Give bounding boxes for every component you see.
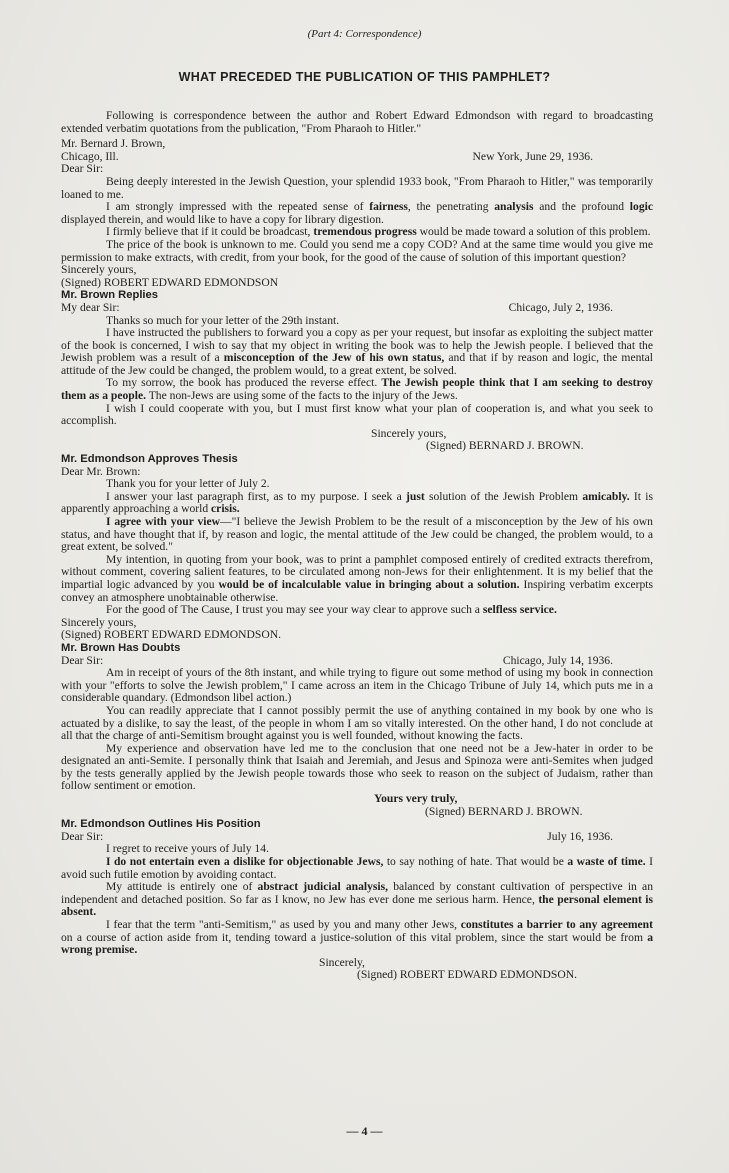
letter-3: [61, 453, 653, 642]
paragraph: My attitude is entirely one of abstract judicial analysis, balanced by constant cultivation of perspective in an independent and detached position. So far as I know, no Jew has ever done me serious harm. Hence, the personal element is absent.: [61, 880, 653, 919]
section-heading: Mr. Edmondson Outlines His Position: [61, 818, 261, 831]
signature: (Signed) ROBERT EDWARD EDMONDSON.: [61, 628, 282, 642]
section-heading: Mr. Brown Replies: [61, 289, 158, 302]
paragraph: Thank you for your letter of July 2.: [106, 477, 270, 491]
paragraph: For the good of The Cause, I trust you may see your way clear to approve such a selfless service.: [106, 603, 557, 617]
signature: (Signed) BERNARD J. BROWN.: [426, 439, 584, 453]
paragraph: I fear that the term "anti-Semitism," as used by you and many other Jews, constitutes a barrier to any agreement on a course of action aside from it, tending toward a justice-solution of this vital problem, since the start would be from a wrong premise.: [61, 918, 653, 957]
paragraph: I have instructed the publishers to forward you a copy as per your request, but insofar as exploiting the subject matter of the book is concerned, I wish to say that my object in writing the book was to help the Jewish people. I believed that the Jewish problem was a result of a misconception of the Jew of his own status, and that if by reason and logic, the mental attitude of the Jew could be changed, the problem would, to a great extent, be solved.: [61, 326, 653, 377]
correspondence-body: [61, 110, 653, 982]
letter-date: Chicago, July 14, 1936.: [502, 653, 613, 667]
letter-date: July 16, 1936.: [547, 829, 613, 843]
salutation: Dear Sir:: [61, 653, 104, 667]
closing: Sincerely yours,: [61, 263, 137, 277]
letter-date: New York, June 29, 1936.: [472, 149, 593, 163]
addressee-city: Chicago, Ill.: [61, 149, 119, 163]
letter-4: [61, 642, 653, 818]
closing: Sincerely yours,: [371, 426, 447, 440]
closing: Sincerely,: [319, 955, 365, 969]
signature: (Signed) ROBERT EDWARD EDMONDSON.: [357, 968, 578, 982]
page-number: — 4 —: [346, 1124, 383, 1138]
salutation: My dear Sir:: [61, 300, 120, 314]
paragraph: The price of the book is unknown to me. Could you send me a copy COD? And at the same time would you give me permission to make extracts, with credit, from your book, for the good of the cause of solution of this important question?: [61, 237, 653, 264]
closing: Sincerely yours,: [61, 615, 137, 629]
intro-paragraph: Following is correspondence between the author and Robert Edward Edmondson with regard to broadcasting extended verbatim quotations from the publication, "From Pharaoh to Hitler.": [61, 109, 653, 135]
page-title: WHAT PRECEDED THE PUBLICATION OF THIS PAMPHLET?: [178, 70, 551, 84]
paragraph: I wish I could cooperate with you, but I must first know what your plan of cooperation is, and what you seek to accomplish.: [61, 401, 653, 428]
salutation: Dear Sir:: [61, 162, 104, 176]
letter-2: [61, 289, 653, 453]
paragraph: My intention, in quoting from your book, was to print a pamphlet composed entirely of credited extracts therefrom, without comment, covering salient features, to be circulated among non-Jews for their enlightenment. It is my belief that the impartial logic advanced by you would be of incalculable value in bringing about a solution. Inspiring verbatim excerpts convey an atmosphere unobtainable otherwise.: [61, 552, 654, 604]
salutation: Dear Sir:: [61, 829, 104, 843]
section-heading: Mr. Edmondson Approves Thesis: [61, 453, 238, 466]
paragraph: I firmly believe that if it could be broadcast, tremendous progress would be made toward a solution of this problem.: [106, 225, 651, 239]
paragraph: I regret to receive yours of July 14.: [106, 842, 269, 856]
paragraph: Thanks so much for your letter of the 29th instant.: [106, 313, 340, 327]
letter-5: [61, 818, 653, 982]
paragraph: I do not entertain even a dislike for objectionable Jews, to say nothing of hate. That would be a waste of time. I avoid such futile emotion by avoiding contact.: [61, 855, 653, 881]
signature: (Signed) ROBERT EDWARD EDMONDSON: [61, 275, 279, 289]
paragraph: I answer your last paragraph first, as to my purpose. I seek a just solution of the Jewish Problem amicably. It is apparently approaching a world crisis.: [61, 489, 653, 516]
paragraph: My experience and observation have led me to the conclusion that one need not be a Jew-hater in order to be designated an anti-Semite. I personally think that Isaiah and Jeremiah, and Jesus and Spinoza were anti-Semites when judged by the tests generally applied by the Jewish people towards those who seek to reason on the subject of Judaism, rather than follow sentiment or emotion.: [61, 741, 653, 793]
addressee-name: Mr. Bernard J. Brown,: [61, 137, 166, 151]
address-row: [61, 151, 653, 164]
paragraph: You can readily appreciate that I cannot possibly permit the use of anything contained in my book by one who is actuated by a dislike, to say the least, of the people in whom I am so vitally interested. On the other hand, I do not conclude at all that the charge of anti-Semitism brought against you is well founded, without knowing the facts.: [61, 703, 653, 743]
letter-date: Chicago, July 2, 1936.: [508, 300, 613, 314]
letter-1: [61, 138, 653, 289]
salutation: Dear Mr. Brown:: [61, 464, 141, 478]
part-header: (Part 4: Correspondence): [307, 28, 422, 40]
paragraph: Being deeply interested in the Jewish Question, your splendid 1933 book, "From Pharaoh to Hitler," was temporarily loaned to me.: [61, 174, 653, 201]
paragraph: I agree with your view—"I believe the Jewish Problem to be the result of a misconception by the Jew of his own status, and have thought that if, by reason and logic, the mental attitude of the Jew could be changed, the problem would, to a great extent, be solved.": [61, 515, 653, 554]
paragraph: Am in receipt of yours of the 8th instant, and while trying to figure out some method of using my book in connection with your "efforts to solve the Jewish problem," I came across an item in the Chicago Tribune of July 14, which puts me in a considerable quandary. (Edmondson libel action.): [61, 666, 653, 705]
signature: (Signed) BERNARD J. BROWN.: [425, 804, 583, 818]
closing: Yours very truly,: [374, 792, 458, 806]
paragraph: To my sorrow, the book has produced the reverse effect. The Jewish people think that I am seeking to destroy them as a people. The non-Jews are using some of the facts to the injury of the Jews.: [61, 376, 653, 403]
paragraph: I am strongly impressed with the repeated sense of fairness, the penetrating analysis and the profound logic displayed therein, and would like to have a copy for library digestion.: [61, 200, 653, 226]
section-heading: Mr. Brown Has Doubts: [61, 641, 181, 654]
salutation-row: [61, 302, 653, 315]
